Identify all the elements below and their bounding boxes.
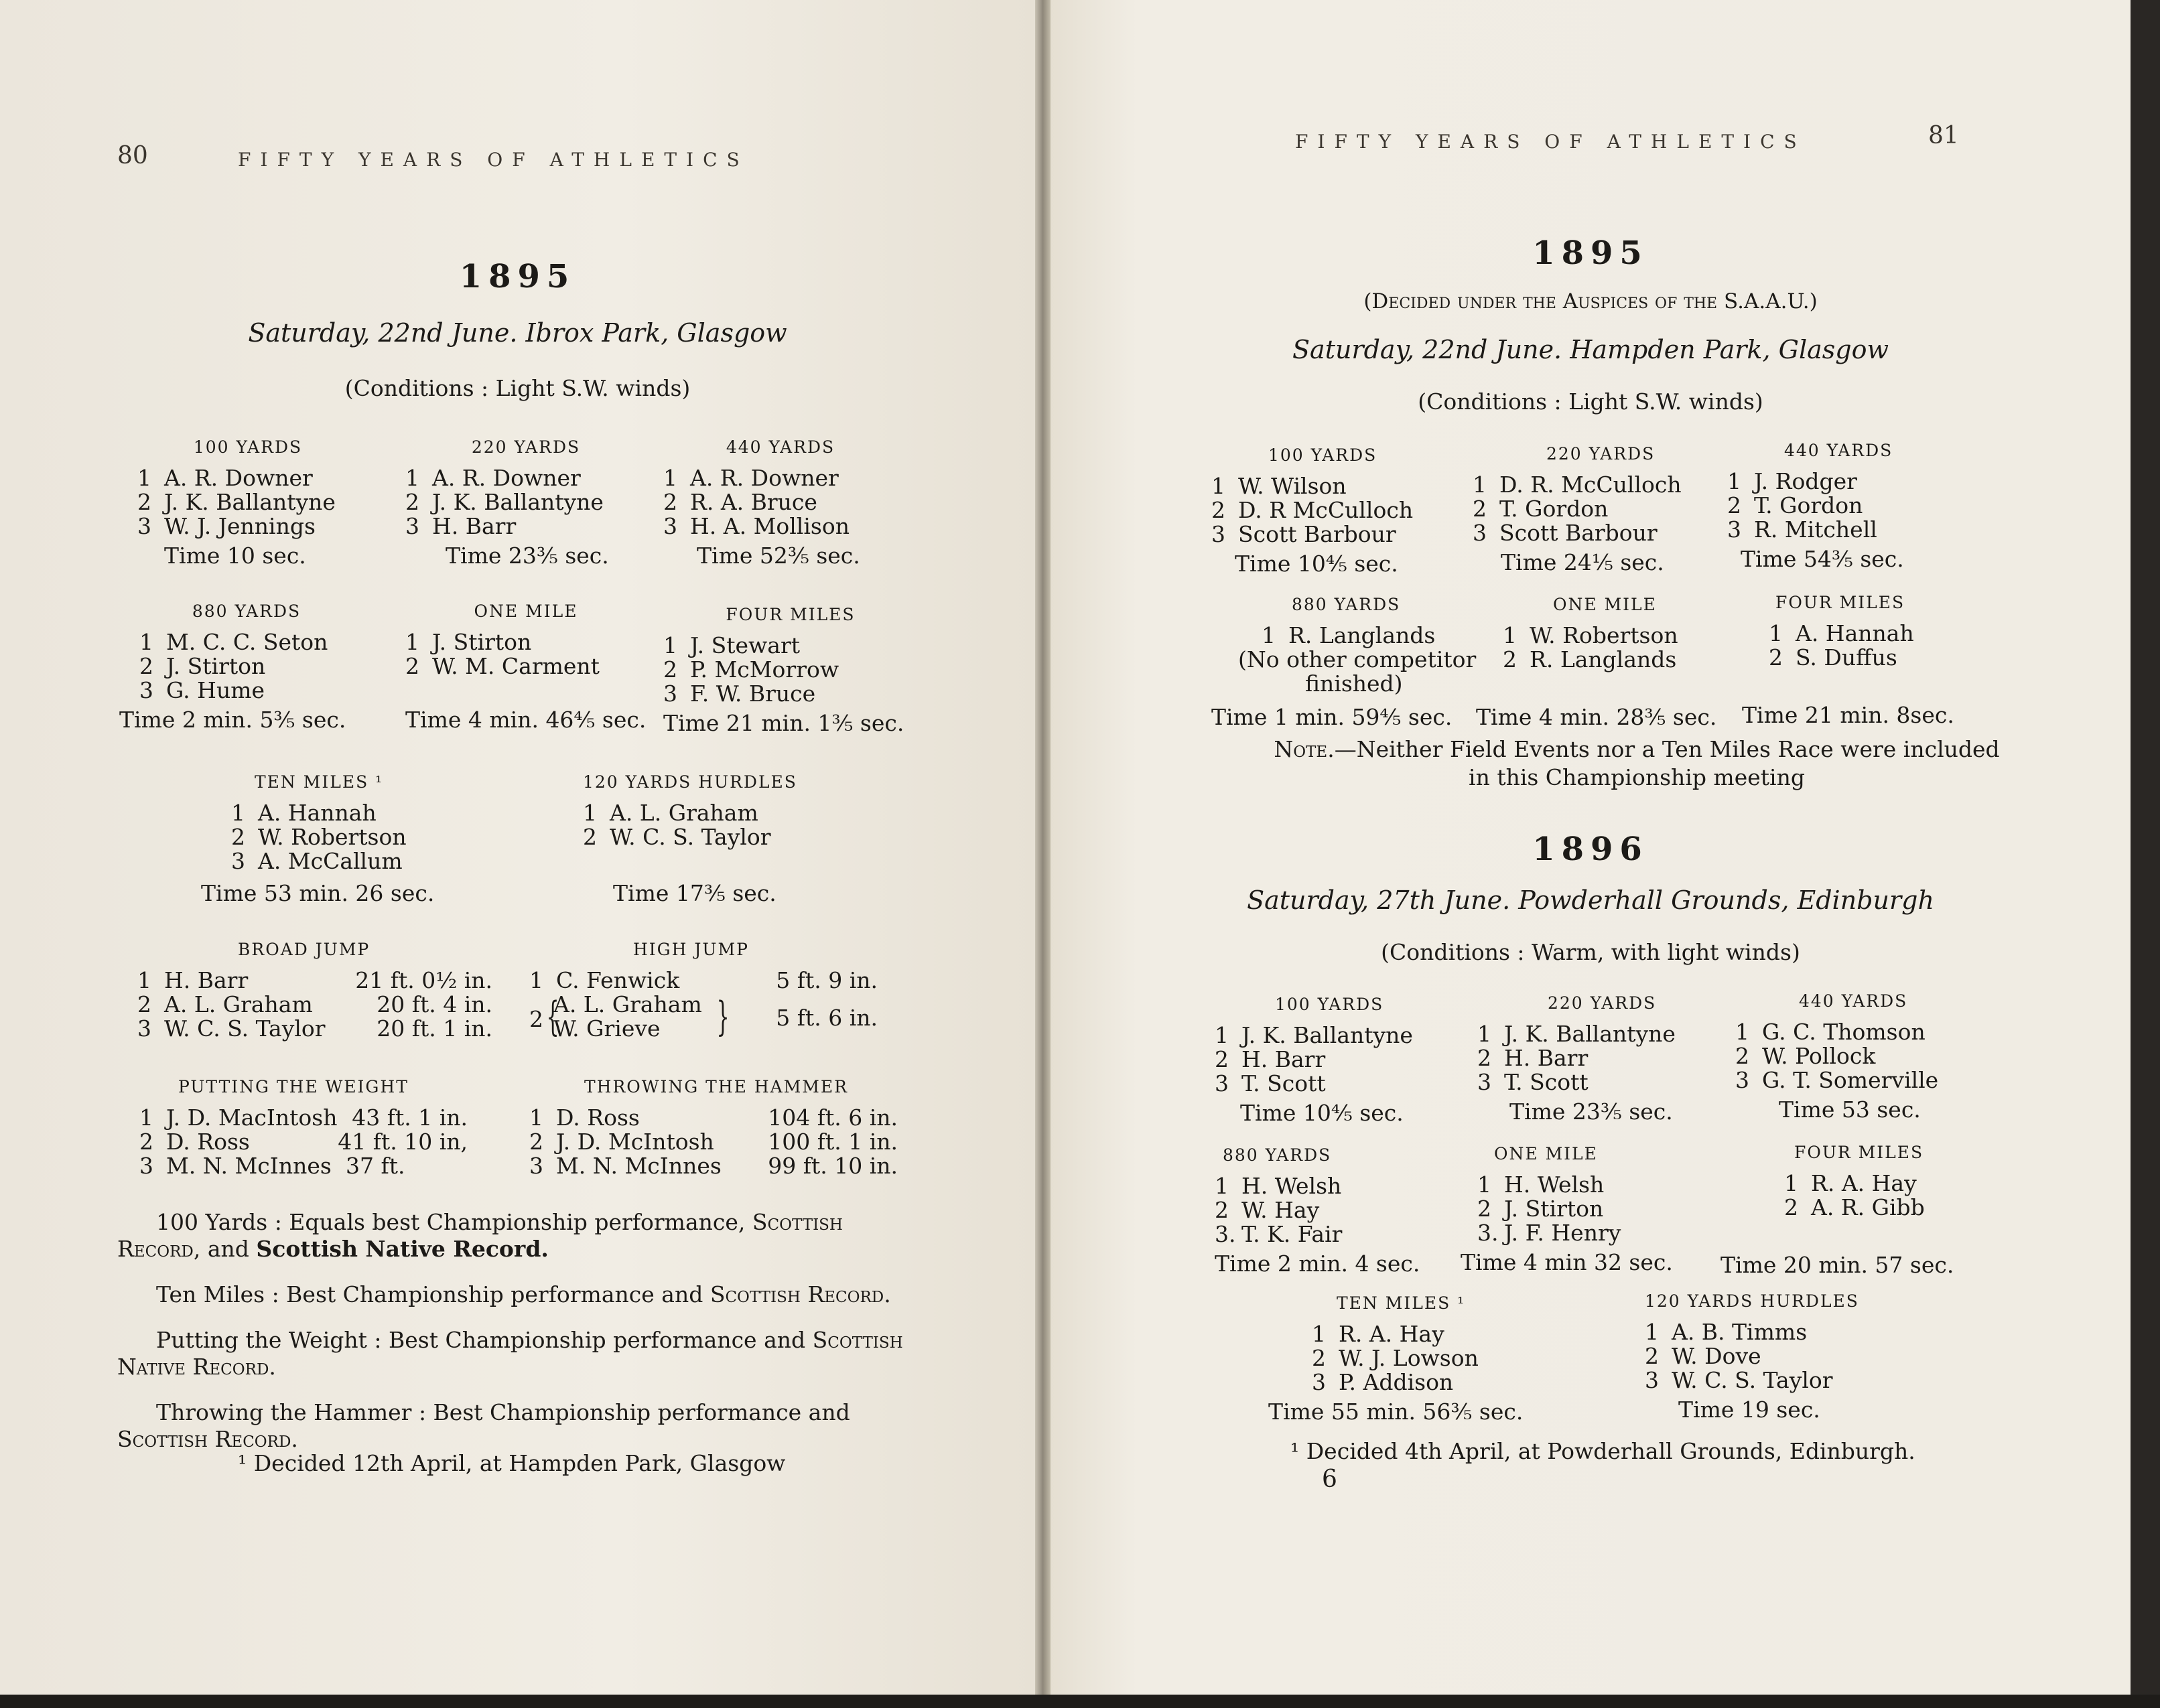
event-220-yards — [405, 435, 647, 568]
event-time: Time 53 min. 26 sec. — [201, 880, 435, 906]
event-time: Time 21 min. 8sec. — [1742, 702, 1954, 728]
place-row: 2 A. L. Graham 20 ft. 4 in. — [137, 991, 492, 1017]
event-100-yards-1896 — [1215, 993, 1469, 1125]
event-time: Time 52⅗ sec. — [697, 543, 860, 569]
event-880-yards — [119, 599, 374, 732]
event-title: 220 YARDS — [1546, 444, 1656, 464]
place-row: 3 G. T. Somerville — [1735, 1067, 1939, 1093]
event-title: FOUR MILES — [726, 605, 856, 624]
event-broad-jump — [137, 938, 492, 1041]
place-row: 2 R. Langlands — [1503, 646, 1677, 672]
running-head: FIFTY YEARS OF ATHLETICS — [238, 149, 749, 171]
event-four-miles — [663, 603, 918, 735]
event-time: Time 23⅗ sec. — [446, 543, 609, 569]
left-page — [0, 0, 1035, 1695]
right-page — [1051, 0, 2131, 1695]
note-line: Note.—Neither Field Events nor a Ten Miles Race were included — [1274, 736, 2000, 762]
event-120-yards-hurdles-1896 — [1645, 1289, 1926, 1422]
year-heading: 1895 — [1532, 234, 1649, 272]
place-row: 3 Scott Barbour — [1473, 520, 1658, 546]
place-row: 2 J. D. McIntosh 100 ft. 1 in. — [529, 1129, 898, 1155]
event-time: Time 10⅘ sec. — [1240, 1100, 1404, 1126]
book-gutter — [1035, 0, 1051, 1695]
event-time: Time 4 min 32 sec. — [1461, 1249, 1673, 1275]
event-title: 120 YARDS HURDLES — [1645, 1291, 1859, 1311]
saau-note — [1235, 735, 2039, 792]
place-row: 2 W. C. S. Taylor — [583, 824, 771, 850]
event-440-yards-1896 — [1735, 989, 1976, 1122]
place-row: 2 J. Stirton — [1477, 1196, 1604, 1222]
event-title: 220 YARDS — [471, 437, 581, 457]
event-title: HIGH JUMP — [633, 940, 749, 959]
place-row: 1 H. Barr 21 ft. 0½ in. — [137, 967, 492, 993]
no-other-competitor: (No other competitor — [1238, 646, 1477, 672]
place-row: 3. J. F. Henry — [1477, 1220, 1621, 1246]
event-880-yards-1896 — [1215, 1143, 1469, 1276]
conditions-line-1896: (Conditions : Warm, with light winds) — [1381, 939, 1800, 965]
year-heading: 1895 — [459, 258, 576, 295]
place-row: 3 A. McCallum — [231, 848, 403, 874]
place-row: 2 W. J. Lowson — [1312, 1345, 1479, 1371]
place-row: 3 Scott Barbour — [1211, 521, 1396, 547]
page-number: 80 — [117, 142, 148, 169]
event-title: BROAD JUMP — [238, 940, 370, 959]
tie-row: 2 { A. L. Graham W. Grieve } 5 ft. 6 in. — [529, 991, 878, 1042]
event-time: Time 17⅗ sec. — [613, 880, 777, 906]
note-weight: Putting the Weight : Best Championship performance and Scottish — [156, 1327, 903, 1353]
page-number: 81 — [1928, 122, 1959, 149]
note-weight-cont: Native Record. — [117, 1354, 276, 1380]
note-ten-miles: Ten Miles : Best Championship performance and Scottish Record. — [156, 1281, 891, 1307]
note-100-yards: 100 Yards : Equals best Championship performance, Scottish — [156, 1209, 843, 1235]
place-row: 1 J. Rodger — [1727, 468, 1857, 494]
event-time: Time 4 min. 28⅗ sec. — [1476, 704, 1717, 730]
event-time: Time 23⅗ sec. — [1509, 1098, 1673, 1125]
place-row: 2 R. A. Bruce — [663, 489, 817, 515]
event-time: Time 20 min. 57 sec. — [1720, 1252, 1954, 1278]
place-row: 2 J. K. Ballantyne — [137, 489, 336, 515]
place-row: 1 D. R. McCulloch — [1473, 472, 1682, 498]
place-row: 2 A. R. Gibb — [1784, 1194, 1925, 1220]
place-row: 1 W. Robertson — [1503, 622, 1678, 648]
event-880-yards — [1211, 593, 1477, 730]
event-time: Time 24⅕ sec. — [1501, 549, 1664, 575]
footnote: ¹ Decided 4th April, at Powderhall Grounds, Edinburgh. — [1290, 1438, 1915, 1464]
place-row: 3 T. Scott — [1215, 1070, 1326, 1096]
event-time: Time 10 sec. — [164, 543, 306, 569]
place-row: 3 R. Mitchell — [1727, 516, 1877, 543]
footnote: ¹ Decided 12th April, at Hampden Park, Glasgow — [238, 1450, 786, 1476]
event-time: Time 10⅘ sec. — [1235, 551, 1398, 577]
event-100-yards — [1211, 443, 1453, 576]
place-row: 1 C. Fenwick 5 ft. 9 in. — [529, 967, 878, 993]
place-row: 2 P. McMorrow — [663, 656, 839, 683]
place-row: 1 D. Ross 104 ft. 6 in. — [529, 1105, 898, 1131]
place-row: 3 H. Barr — [405, 513, 517, 539]
auspices-line: (Decided under the Auspices of the S.A.A.U.) — [1363, 289, 1818, 313]
event-one-mile — [405, 599, 647, 732]
event-title: 440 YARDS — [1784, 441, 1893, 460]
running-head: FIFTY YEARS OF ATHLETICS — [1295, 131, 1806, 153]
place-row: 2 J. Stirton — [139, 653, 266, 679]
event-title: TEN MILES ¹ — [255, 772, 384, 792]
event-time: Time 19 sec. — [1678, 1397, 1820, 1423]
place-row: 3 F. W. Bruce — [663, 681, 816, 707]
event-time: Time 2 min. 5⅗ sec. — [119, 707, 346, 733]
event-220-yards-1896 — [1477, 991, 1732, 1124]
event-440-yards — [663, 435, 898, 568]
signature-mark: 6 — [1322, 1466, 1337, 1493]
conditions-line: (Conditions : Light S.W. winds) — [1418, 388, 1763, 415]
place-row: 1 J. Stewart — [663, 632, 801, 658]
event-440-yards — [1727, 439, 1948, 571]
finished-note: finished) — [1305, 670, 1403, 697]
event-title: 880 YARDS — [1292, 595, 1401, 614]
event-title: ONE MILE — [1494, 1144, 1598, 1163]
place-row: 1 R. A. Hay — [1312, 1321, 1444, 1347]
event-title: 440 YARDS — [726, 437, 835, 457]
place-row: 2 W. Robertson — [231, 824, 407, 850]
event-one-mile — [1476, 593, 1731, 729]
event-title: PUTTING THE WEIGHT — [178, 1077, 409, 1096]
conditions-line: (Conditions : Light S.W. winds) — [344, 375, 691, 401]
event-four-miles-1896 — [1720, 1141, 1975, 1277]
place-row: 1 H. Welsh — [1477, 1171, 1605, 1198]
venue-line: Saturday, 22nd June. Ibrox Park, Glasgow — [248, 318, 787, 348]
place-row: 3 T. Scott — [1477, 1069, 1589, 1095]
place-row: 3 W. C. S. Taylor 20 ft. 1 in. — [137, 1015, 492, 1042]
place-row: 1 J. Stirton — [405, 629, 532, 655]
place-row: 1 J. K. Ballantyne — [1477, 1021, 1676, 1047]
event-title: THROWING THE HAMMER — [584, 1077, 848, 1096]
place-row: 1 M. C. C. Seton — [139, 629, 328, 655]
venue-line-1896: Saturday, 27th June. Powderhall Grounds, Edinburgh — [1247, 885, 1934, 915]
event-time: Time 21 min. 1⅗ sec. — [663, 710, 904, 736]
event-ten-miles — [201, 770, 442, 906]
place-row: 3. T. K. Fair — [1215, 1221, 1343, 1247]
event-title: ONE MILE — [1553, 595, 1657, 614]
place-row: 1 A. Hannah — [1769, 620, 1914, 646]
event-title: 440 YARDS — [1799, 991, 1908, 1011]
place-row: 2 H. Barr — [1477, 1045, 1589, 1071]
event-title: FOUR MILES — [1794, 1143, 1924, 1162]
event-100-yards — [137, 435, 358, 568]
event-time: Time 2 min. 4 sec. — [1215, 1251, 1420, 1277]
place-row: 1 A. R. Downer — [405, 465, 581, 491]
event-four-miles — [1742, 591, 1976, 727]
event-time: Time 54⅗ sec. — [1741, 546, 1904, 572]
place-row: 1 A. B. Timms — [1645, 1319, 1808, 1345]
event-title: 880 YARDS — [192, 601, 301, 621]
event-high-jump — [529, 938, 878, 1044]
place-row: 3 W. J. Jennings — [137, 513, 316, 539]
event-title: ONE MILE — [474, 601, 578, 621]
place-row: 2 D. R McCulloch — [1211, 497, 1414, 523]
year-heading-1896: 1896 — [1532, 831, 1649, 868]
event-ten-miles-1896 — [1268, 1291, 1536, 1424]
event-putting-the-weight — [119, 1075, 481, 1178]
event-title: 220 YARDS — [1548, 993, 1657, 1013]
event-time: Time 55 min. 56⅗ sec. — [1268, 1399, 1524, 1425]
place-row: 2 W. Dove — [1645, 1343, 1761, 1369]
place-row: 1 W. Wilson — [1211, 473, 1347, 499]
place-row: 1 A. R. Downer — [137, 465, 313, 491]
event-title: TEN MILES ¹ — [1337, 1293, 1466, 1313]
place-row: 2 J. K. Ballantyne — [405, 489, 604, 515]
event-title: 880 YARDS — [1223, 1145, 1332, 1165]
place-row: 1 G. C. Thomson — [1735, 1019, 1926, 1045]
event-title: 120 YARDS HURDLES — [583, 772, 797, 792]
place-row: 3 W. C. S. Taylor — [1645, 1367, 1833, 1393]
place-row: 2 W. Hay — [1215, 1197, 1320, 1223]
place-row: 1 R. A. Hay — [1784, 1170, 1917, 1196]
note-hammer-cont: Scottish Record. — [117, 1426, 298, 1452]
note-hammer: Throwing the Hammer : Best Championship performance and — [156, 1399, 850, 1425]
place-row: 1 A. L. Graham — [583, 800, 758, 826]
event-time: Time 53 sec. — [1779, 1096, 1921, 1123]
place-row: 1 H. Welsh — [1215, 1173, 1342, 1199]
record-notes — [117, 1209, 903, 1453]
event-time: Time 4 min. 46⅘ sec. — [405, 707, 647, 733]
place-row: 2 S. Duffus — [1769, 644, 1897, 670]
place-row: 3 H. A. Mollison — [663, 513, 850, 539]
event-one-mile-1896 — [1461, 1142, 1715, 1275]
place-row: 3 M. N. McInnes 37 ft. — [139, 1153, 405, 1179]
event-title: 100 YARDS — [1268, 445, 1377, 465]
place-row: 3 M. N. McInnes 99 ft. 10 in. — [529, 1153, 898, 1179]
place-row: 1 J. D. MacIntosh 43 ft. 1 in. — [139, 1105, 468, 1131]
event-title: 100 YARDS — [1275, 995, 1384, 1014]
place-row: 2 T. Gordon — [1727, 492, 1863, 518]
event-120-yards-hurdles — [583, 770, 837, 906]
place-row: 2 W. M. Carment — [405, 653, 600, 679]
venue-line: Saturday, 22nd June. Hampden Park, Glasgow — [1292, 335, 1889, 364]
event-title: FOUR MILES — [1775, 593, 1905, 612]
place-row: 2 W. Pollock — [1735, 1043, 1876, 1069]
note-100-yards-cont: Record, and Scottish Native Record. — [117, 1236, 549, 1262]
event-throwing-the-hammer — [529, 1075, 898, 1178]
place-row: 1 R. Langlands — [1262, 622, 1436, 648]
event-time: Time 1 min. 59⅘ sec. — [1211, 704, 1453, 730]
place-row: 1 A. Hannah — [231, 800, 377, 826]
event-title: 100 YARDS — [193, 437, 303, 457]
place-row: 2 T. Gordon — [1473, 496, 1609, 522]
place-row: 3 P. Addison — [1312, 1369, 1454, 1395]
scanner-edge — [0, 1695, 2160, 1708]
place-row: 1 A. R. Downer — [663, 465, 839, 491]
place-row: 2 H. Barr — [1215, 1046, 1326, 1072]
note-line: in this Championship meeting — [1469, 764, 1805, 790]
place-row: 2 D. Ross 41 ft. 10 in, — [139, 1129, 468, 1155]
place-row: 3 G. Hume — [139, 677, 265, 703]
event-220-yards — [1473, 442, 1720, 575]
place-row: 1 J. K. Ballantyne — [1215, 1022, 1413, 1048]
